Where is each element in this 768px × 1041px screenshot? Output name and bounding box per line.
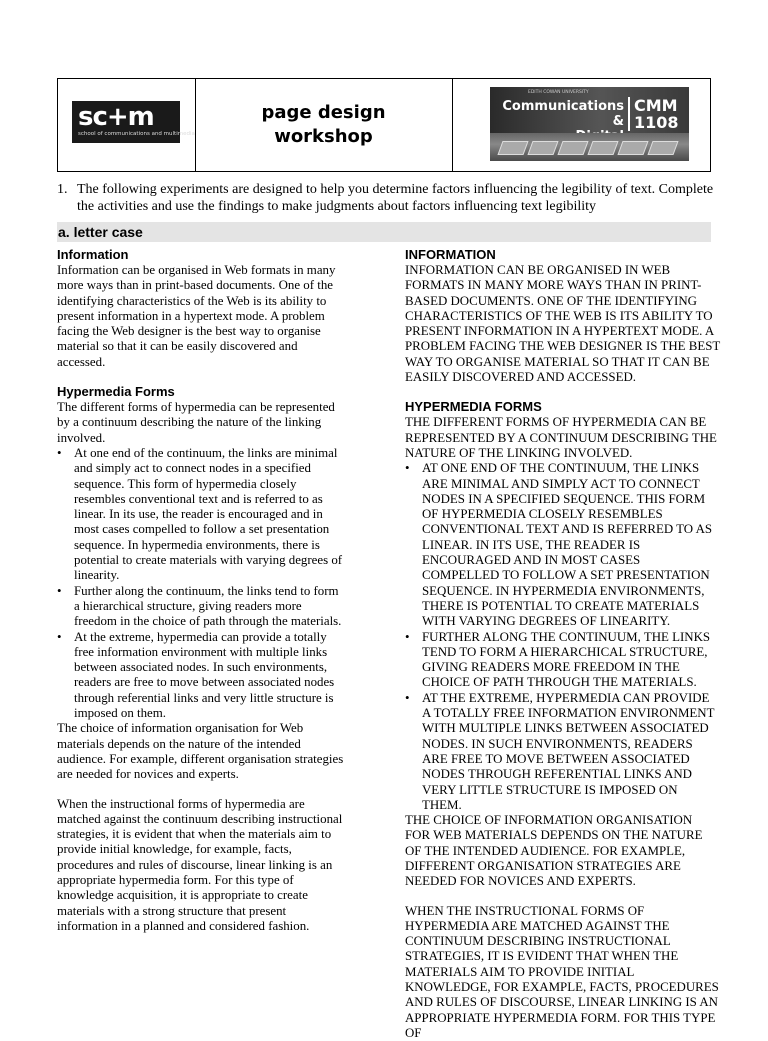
logo-subtitle: school of communications and multimedia: [78, 131, 195, 137]
right-bullet: [405, 630, 720, 691]
left-bullet: [57, 446, 347, 584]
left-column: [57, 247, 347, 934]
key-shape: [587, 141, 618, 155]
bullet-icon: •: [405, 629, 410, 644]
key-shape: [557, 141, 588, 155]
title-cell: [195, 79, 453, 171]
key-shape: [497, 141, 528, 155]
right-bullet: [405, 691, 720, 813]
intro-text: The following experiments are designed to help you determine factors influencing the legibility of text. Complete the activities and use the findings to make judgments about factors influencing text legibility: [77, 182, 714, 214]
bullet-text: FURTHER ALONG THE CONTINUUM, THE LINKS TEND TO FORM A HIERARCHICAL STRUCTURE, GIVING READERS MORE FREEDOM IN THE CHOICE OF PATH THROUGH THE MATERIALS.: [422, 629, 711, 690]
right-paragraph: THE DIFFERENT FORMS OF HYPERMEDIA CAN BE REPRESENTED BY A CONTINUUM DESCRIBING THE NATURE OF THE LINKING INVOLVED.: [405, 415, 717, 460]
banner-cell: [452, 79, 710, 171]
right-paragraph: INFORMATION CAN BE ORGANISED IN WEB FORMATS IN MANY MORE WAYS THAN IN PRINT-BASED DOCUMENTS. ONE OF THE IDENTIFYING CHARACTERISTICS OF THE WEB IS ITS ABILITY TO PRESENT INFORMATION IN A HYPERTEXT MODE. A PROBLEM FACING THE WEB DESIGNER IS THE BEST WAY TO ORGANISE MATERIAL SO THAT IT CAN BE EASILY DISCOVERED AND ACCESSED.: [405, 263, 721, 385]
bullet-icon: •: [57, 629, 62, 644]
right-heading-information: INFORMATION: [405, 247, 496, 262]
keyboard-image: [490, 133, 689, 161]
left-heading-hypermedia: Hypermedia Forms: [57, 384, 175, 400]
course-code: [634, 97, 679, 131]
bullet-text: AT ONE END OF THE CONTINUUM, THE LINKS ARE MINIMAL AND SIMPLY ACT TO CONNECT NODES IN A SPECIFIED SEQUENCE. THIS FORM OF HYPERMEDIA CLOSELY RESEMBLES CONVENTIONAL TEXT AND IS REFERRED TO AS LINEAR. IN ITS USE, THE READER IS ENCOURAGED AND IN MOST CASES COMPELLED TO FOLLOW A SET PRESENTATION SEQUENCE. IN HYPERMEDIA ENVIRONMENTS, THERE IS POTENTIAL TO CREATE MATERIALS WITH VARYING DEGREES OF LINEARITY.: [422, 461, 713, 629]
left-bullet: [57, 584, 347, 630]
bullet-icon: •: [405, 461, 410, 476]
course-code-line1: CMM: [634, 96, 678, 115]
right-bullet: [405, 461, 720, 629]
left-paragraph: When the instructional forms of hypermedia are matched against the continuum describing instructional strategies, it is evident that when the materials aim to provide initial knowledge, for example, facts, procedures and rules of discourse, linear linking is an appropriate hypermedia form. For this type of knowledge acquisition, it is appropriate to create materials with a strong structure that present information in a planned and considered fashion.: [57, 796, 343, 933]
logo-cell: [58, 79, 196, 171]
right-heading-hypermedia: HYPERMEDIA FORMS: [405, 399, 542, 415]
bullet-icon: •: [405, 690, 410, 705]
bullet-icon: •: [57, 583, 62, 598]
key-shape: [527, 141, 558, 155]
right-column: [405, 247, 720, 1041]
bullet-text: At the extreme, hypermedia can provide a totally free information environment with multiple links between associated nodes. In such environments, readers are free to move between associated nodes through referential links and very little structure is imposed on them.: [74, 629, 335, 721]
header-table: [57, 78, 711, 172]
right-paragraph: THE CHOICE OF INFORMATION ORGANISATION FOR WEB MATERIALS DEPENDS ON THE NATURE OF THE INTENDED AUDIENCE. FOR EXAMPLE, DIFFERENT ORGANISATION STRATEGIES ARE NEEDED FOR NOVICES AND EXPERTS.: [405, 813, 703, 889]
left-bullet: [57, 630, 347, 722]
bullet-text: AT THE EXTREME, HYPERMEDIA CAN PROVIDE A TOTALLY FREE INFORMATION ENVIRONMENT WITH MULTIPLE LINKS BETWEEN ASSOCIATED NODES. IN SUCH ENVIRONMENTS, READERS ARE FREE TO MOVE BETWEEN ASSOCIATED NODES THROUGH REFERENTIAL LINKS AND VERY LITTLE STRUCTURE IS IMPOSED ON THEM.: [422, 690, 715, 812]
scm-logo: [72, 101, 195, 143]
page-title-line2: workshop: [274, 126, 373, 147]
left-paragraph: The different forms of hypermedia can be represented by a continuum describing the nature of the linking involved.: [57, 400, 335, 445]
left-paragraph: The choice of information organisation for Web materials depends on the nature of the intended audience. For example, different organisation strategies are needed for novices and experts.: [57, 721, 344, 782]
page-title-line1: page design: [261, 102, 386, 123]
intro-item: [57, 181, 717, 215]
bullet-text: Further along the continuum, the links tend to form a hierarchical structure, giving readers more freedom in the choice of path through the materials.: [74, 583, 342, 629]
banner-divider: [628, 97, 630, 131]
section-heading: a. letter case: [57, 222, 711, 242]
key-shape: [617, 141, 648, 155]
bullet-icon: •: [57, 445, 62, 460]
course-banner: [490, 87, 689, 161]
key-shape: [647, 141, 678, 155]
course-code-line2: 1108: [634, 113, 679, 132]
left-heading-information: Information: [57, 247, 129, 262]
banner-university: EDITH COWAN UNIVERSITY: [528, 90, 589, 95]
logo-text: sc+m: [78, 102, 154, 132]
left-paragraph: Information can be organised in Web formats in many more ways than in print-based documents. One of the identifying characteristics of the Web is its ability to present information in a hypertext mode. A problem facing the Web designer is the best way to organise material so that it can be easily discovered and accessed.: [57, 263, 336, 369]
right-paragraph: WHEN THE INSTRUCTIONAL FORMS OF HYPERMEDIA ARE MATCHED AGAINST THE CONTINUUM DESCRIBING INSTRUCTIONAL STRATEGIES, IT IS EVIDENT THAT WHEN THE MATERIALS AIM TO PROVIDE INITIAL KNOWLEDGE, FOR EXAMPLE, FACTS, PROCEDURES AND RULES OF DISCOURSE, LINEAR LINKING IS AN APPROPRIATE HYPERMEDIA FORM. FOR THIS TYPE OF: [405, 903, 719, 1040]
bullet-text: At one end of the continuum, the links are minimal and simply act to connect nodes in a specified sequence. This form of hypermedia closely resembles conventional text and is referred to as linear. In its use, the reader is encouraged and in most cases compelled to follow a set presentation sequence. In hypermedia environments, there is potential to create materials with varying degrees of linearity.: [74, 445, 343, 583]
banner-title-line1: Communications &: [502, 99, 624, 129]
intro-number: 1.: [57, 182, 68, 197]
